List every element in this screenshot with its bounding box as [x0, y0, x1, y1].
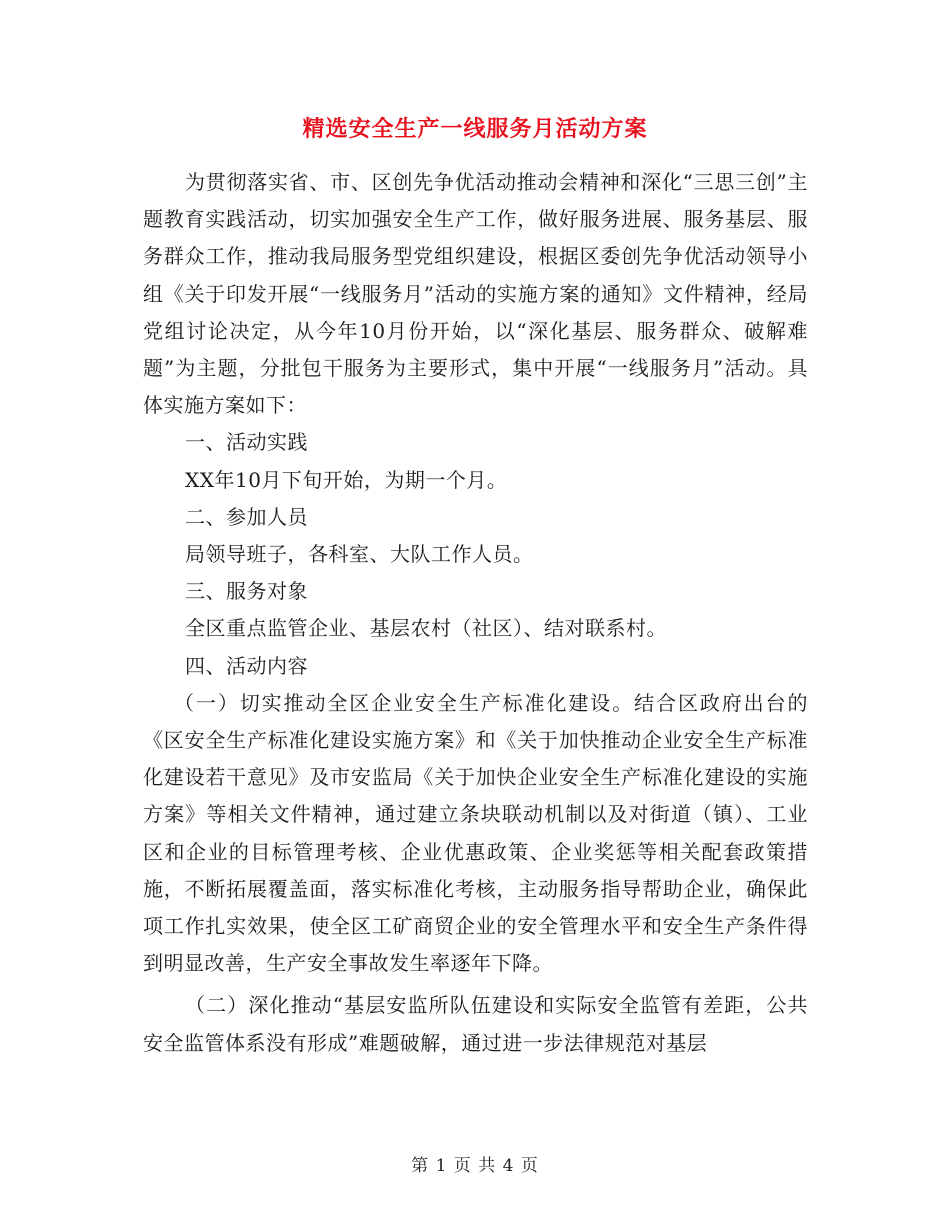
section-heading-participants: 二、参加人员: [185, 504, 308, 529]
service-targets-text: 全区重点监管企业、基层农村（社区）、结对联系村。: [185, 616, 667, 641]
intro-paragraph: 为贯彻落实省、市、区创先争优活动推动会精神和深化“三思三创”主题教育实践活动，切实加强安全生产工作，做好服务进展、服务基层、服务群众工作，推动我局服务型党组织建设，根据区委创先争优活动领导小组《关于印发开展“一线服务月”活动的实施方案的通知》文件精神，经局党组讨论决定，从今年10月份开始，以“深化基层、服务群众、破解难题”为主题，分批包干服务为主要形式，集中开展“一线服务月”活动。具体实施方案如下：: [143, 170, 808, 418]
activity-time-text: XX年10月下旬开始，为期一个月。: [185, 467, 508, 492]
document-title: 精选安全生产一线服务月活动方案: [302, 116, 648, 142]
content-item-2: （二）深化推动“基层安监所队伍建设和实际安全监管有差距，公共安全监管体系没有形成”难题破解，通过进一步法律规范对基层: [143, 993, 808, 1055]
section-heading-activity-time: 一、活动实践: [185, 430, 308, 455]
page-footer: 第 1 页 共 4 页: [411, 1156, 539, 1176]
content-item-1: （一）切实推动全区企业安全生产标准化建设。结合区政府出台的《区安全生产标准化建设实施方案》和《关于加快推动企业安全生产标准化建设若干意见》及市安监局《关于加快企业安全生产标准化建设的实施方案》等相关文件精神，通过建立条块联动机制以及对街道（镇）、工业区和企业的目标管理考核、企业优惠政策、企业奖惩等相关配套政策措施，不断拓展覆盖面，落实标准化考核，主动服务指导帮助企业，确保此项工作扎实效果，使全区工矿商贸企业的安全管理水平和安全生产条件得到明显改善，生产安全事故发生率逐年下降。: [143, 690, 808, 976]
document-body: [143, 164, 808, 1062]
participants-text: 局领导班子，各科室、大队工作人员。: [185, 542, 534, 567]
section-heading-service-targets: 三、服务对象: [185, 579, 308, 604]
section-heading-activity-content: 四、活动内容: [185, 653, 308, 678]
